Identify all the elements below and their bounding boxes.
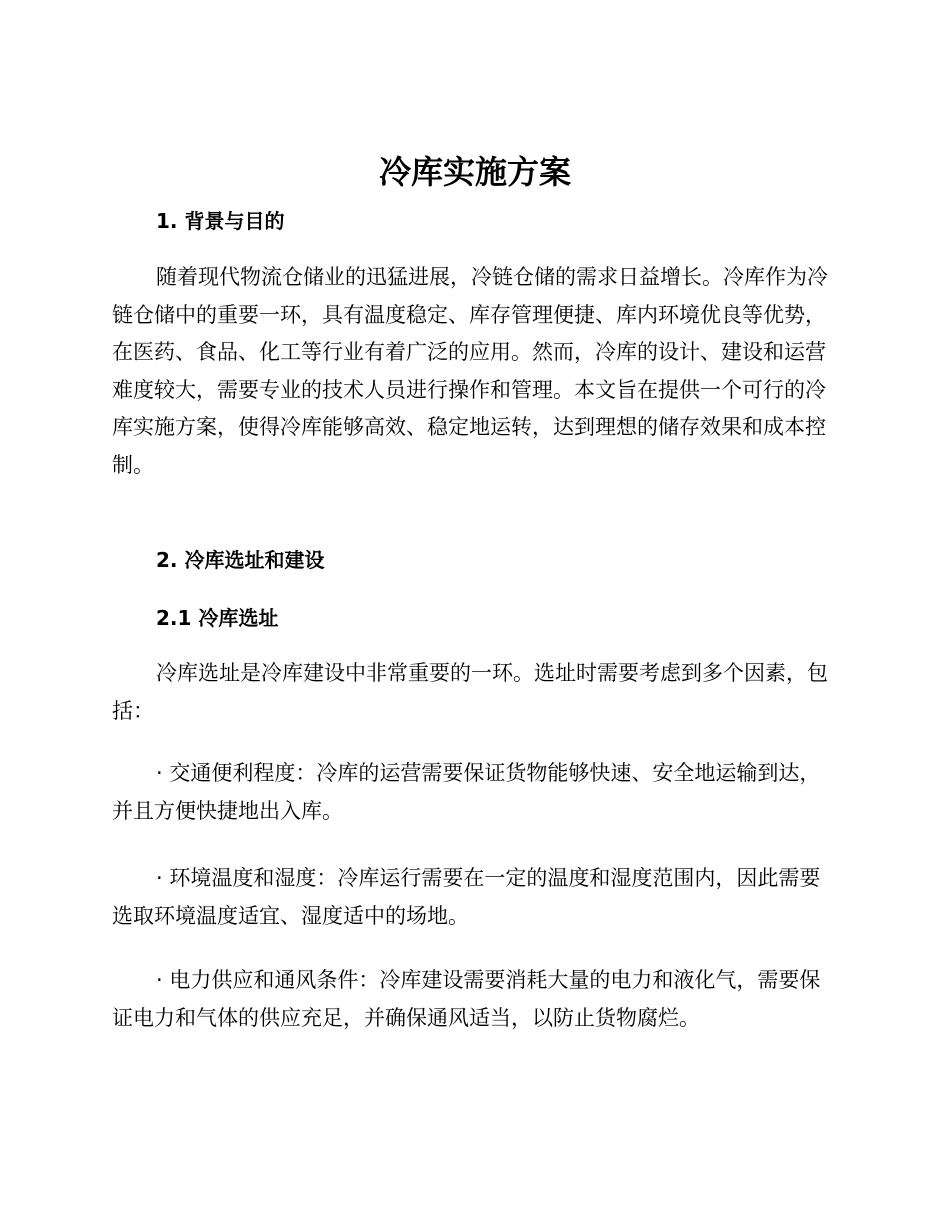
paragraph-site-selection: 冷库选址是冷库建设中非常重要的一环。选址时需要考虑到多个因素，包括： [112,661,828,723]
bullet-item-environment: · 环境温度和湿度：冷库运行需要在一定的温度和湿度范围内，因此需要选取环境温度适宜、湿度适中的场地。 [112,866,821,928]
bullet-item-transport: · 交通便利程度：冷库的运营需要保证货物能够快速、安全地运输到达，并且方便快捷地出入库。 [112,761,821,823]
section-heading-background: 1. 背景与目的 [156,209,285,233]
section-heading-site-construction: 2. 冷库选址和建设 [156,548,325,572]
bullet-item-power: · 电力供应和通风条件：冷库建设需要消耗大量的电力和液化气，需要保证电力和气体的供应充足，并确保通风适当，以防止货物腐烂。 [112,968,821,1030]
paragraph-background: 随着现代物流仓储业的迅猛进展，冷链仓储的需求日益增长。冷库作为冷链仓储中的重要一环，具有温度稳定、库存管理便捷、库内环境优良等优势，在医药、食品、化工等行业有着广泛的应用。然而，冷库的设计、建设和运营难度较大，需要专业的技术人员进行操作和管理。本文旨在提供一个可行的冷库实施方案，使得冷库能够高效、稳定地运转，达到理想的储存效果和成本控制。 [112,265,828,477]
subsection-heading-site-selection: 2.1 冷库选址 [156,606,279,630]
document-title: 冷库实施方案 [378,153,571,191]
